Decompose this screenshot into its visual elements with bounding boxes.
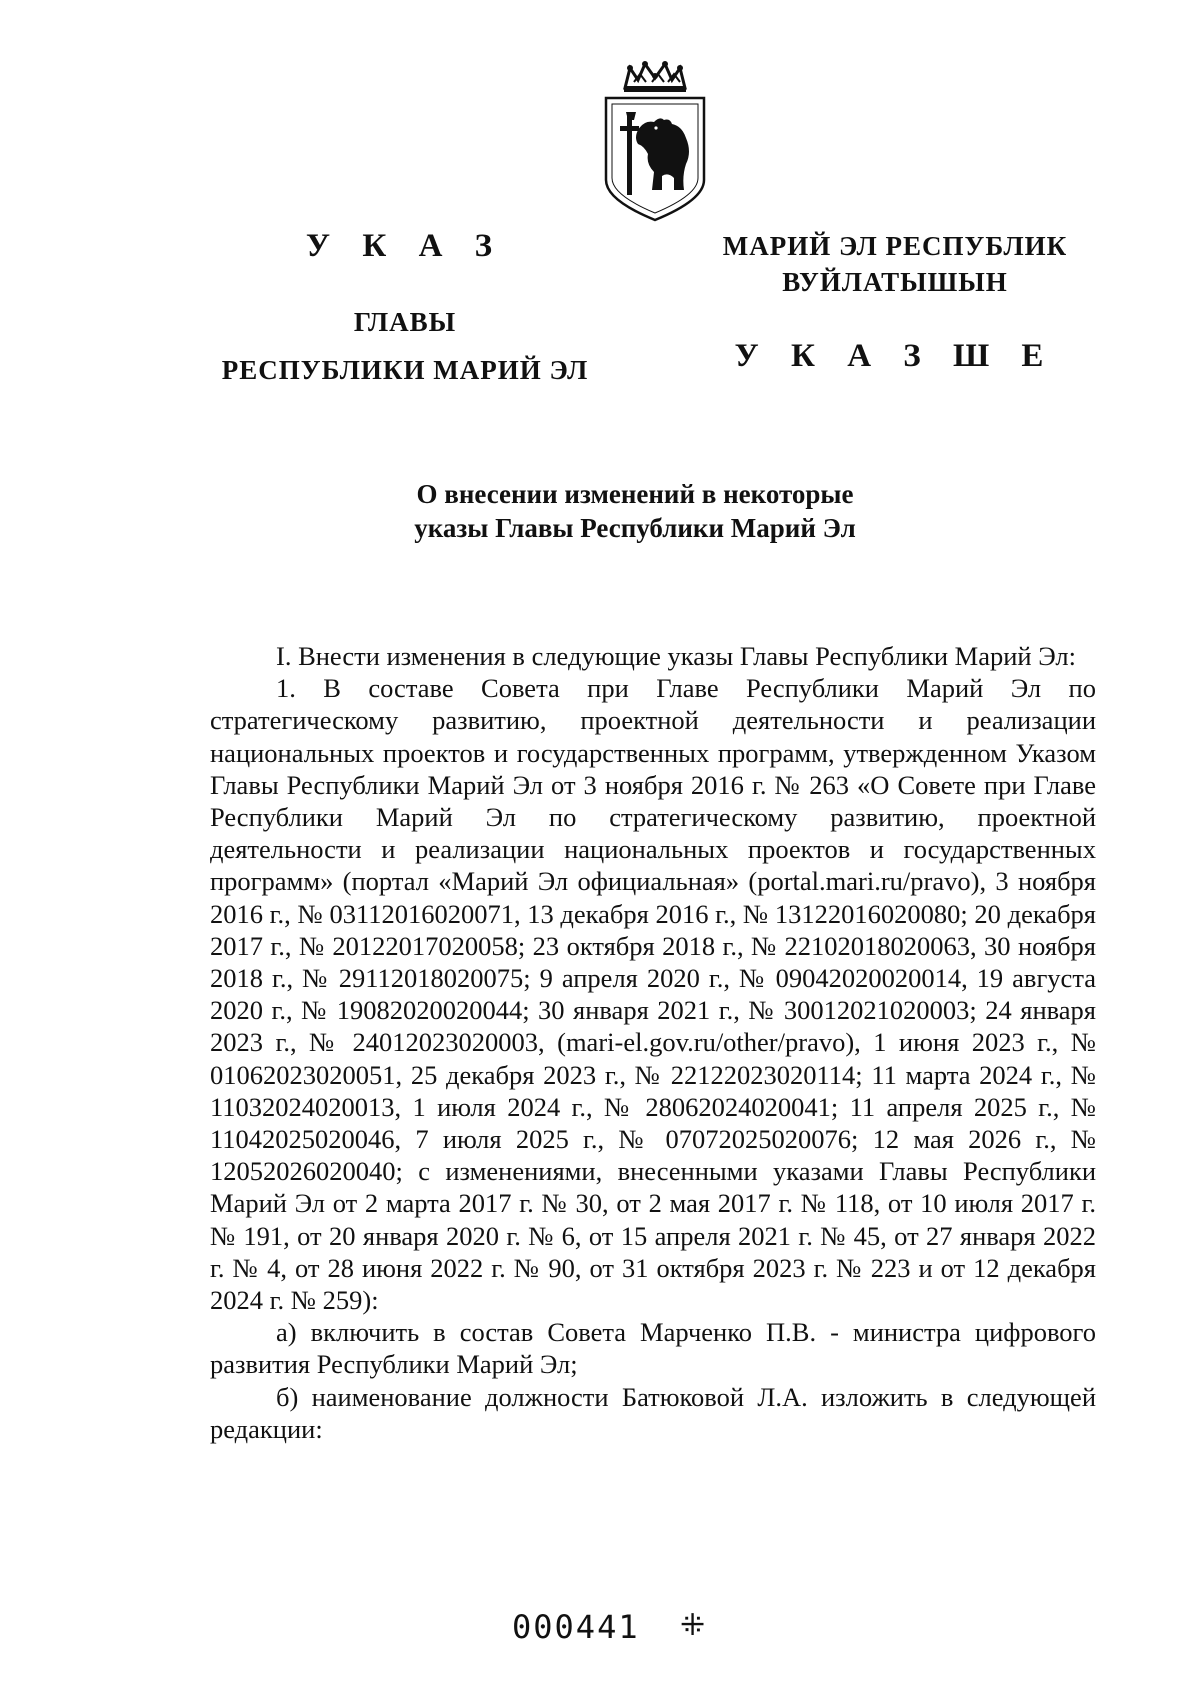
paragraph-1: I. Внести изменения в следующие указы Главы Республики Марий Эл:: [276, 641, 1076, 671]
crown-icon: [624, 61, 686, 92]
issuer-line-1: ГЛАВЫ: [353, 307, 457, 337]
document-title: [300, 477, 970, 545]
bear-icon: [636, 118, 689, 190]
coat-of-arms-emblem: [600, 60, 710, 230]
header-left: [195, 228, 615, 388]
axe-icon: [620, 112, 639, 195]
issuer-line-2: РЕСПУБЛИКИ МАРИЙ ЭЛ: [221, 355, 589, 385]
paragraph-2: 1. В составе Совета при Главе Республики Марий Эл по стратегическому развитию, проектной деятельности и реализации национальных проектов и государственных программ, утвержденном Указом Главы Республики Марий Эл от 3 ноября 2016 г. № 263 «О Совете при Главе Республики Марий Эл по стратегическому развитию, проектной деятельности и реализации национальных проектов и государственных программ» (портал «Марий Эл официальная» (portal.mari.ru/pravo), 3 ноября 2016 г., № 03112016020071, 13 декабря 2016 г., № 13122016020080; 20 декабря 2017 г., № 20122017020058; 23 октября 2018 г., № 22102018020063, 30 ноября 2018 г., № 29112018020075; 9 апреля 2020 г., № 09042020020014, 19 августа 2020 г., № 19082020020044; 30 января 2021 г., № 30012021020003; 24 января 2023 г., № 24012023020003, (mari-el.gov.ru/other/pravo), 1 июня 2023 г., № 01062023020051, 25 декабря 2023 г., № 22122023020114; 11 марта 2024 г., № 11032024020013, 1 июля 2024 г., № 28062024020041; 11 апреля 2025 г., № 11042025020046, 7 июля 2025 г., № 07072025020076; 12 мая 2026 г., № 12052026020040; с изменениями, внесенными указами Главы Республики Марий Эл от 2 марта 2017 г. № 30, от 2 мая 2017 г. № 118, от 10 июля 2017 г. № 191, от 20 января 2020 г. № 6, от 15 апреля 2021 г. № 45, от 27 января 2022 г. № 4, от 28 июня 2022 г. № 90, от 31 октября 2023 г. № 223 и от 12 декабря 2024 г. № 259):: [210, 673, 1096, 1316]
issuer-line-mari-2: ВУЙЛАТЫШЫН: [782, 267, 1008, 297]
serial-number: 000441: [512, 1608, 640, 1646]
header-right: [700, 228, 1090, 374]
issuer-line-mari-1: МАРИЙ ЭЛ РЕСПУБЛИК: [722, 231, 1068, 261]
decree-title-ru: У К А З: [305, 228, 505, 264]
document-title-line-1: О внесении изменений в некоторые: [416, 479, 854, 509]
document-body: [210, 640, 1096, 1445]
decree-title-mari: У К А З Ш Е: [734, 338, 1056, 374]
ornament-mark: ⁜: [680, 1609, 706, 1642]
paragraph-4: б) наименование должности Батюковой Л.А. изложить в следующей редакции:: [210, 1381, 1096, 1444]
document-title-line-2: указы Главы Республики Марий Эл: [414, 513, 856, 543]
paragraph-3: а) включить в состав Совета Марченко П.В. - министра цифрового развития Республики Марий Эл;: [210, 1317, 1096, 1380]
